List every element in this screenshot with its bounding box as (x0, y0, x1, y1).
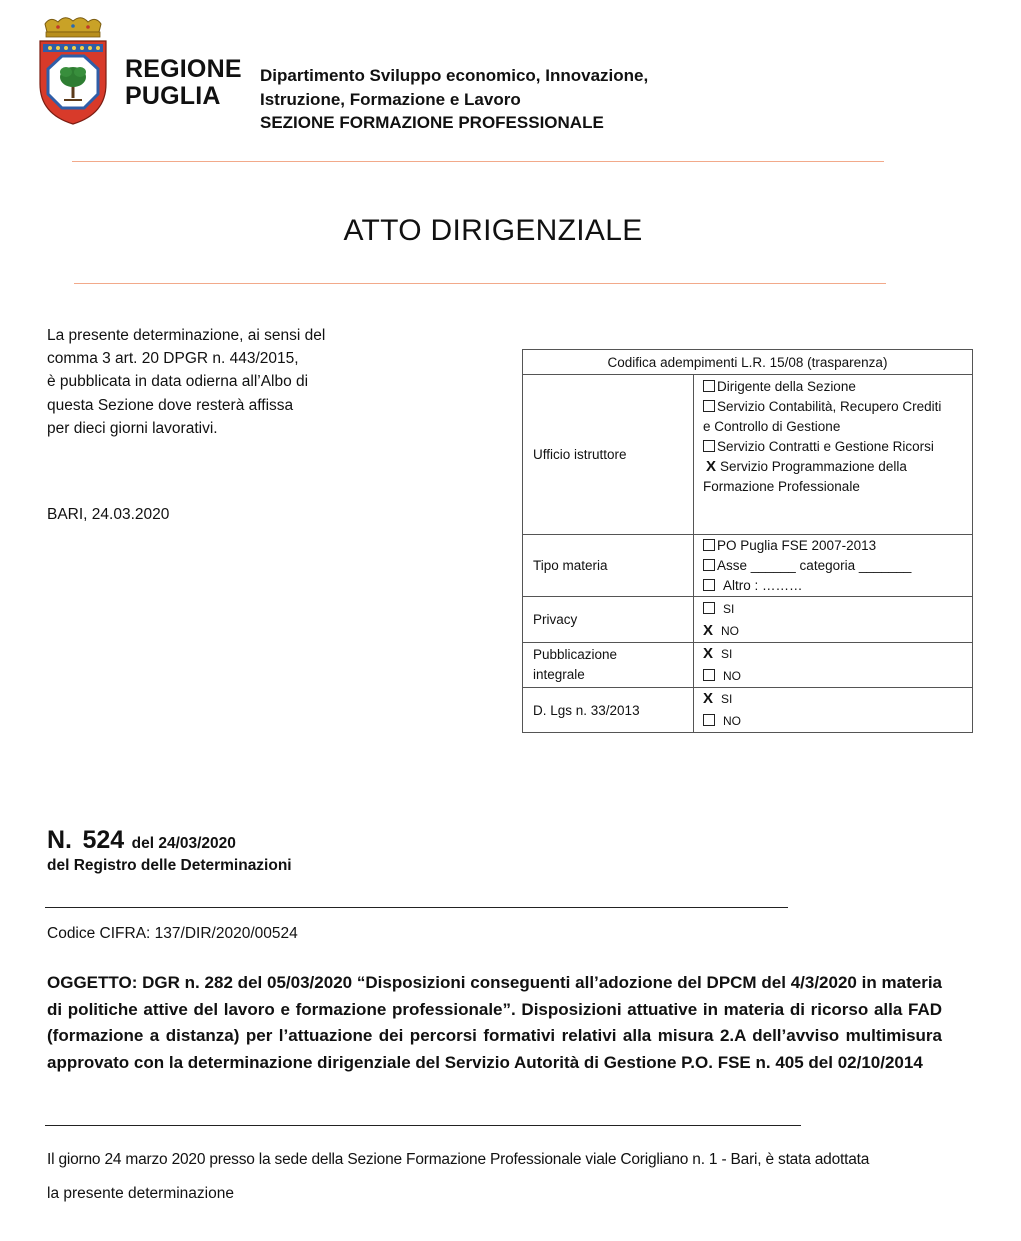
register-divider (45, 907, 788, 908)
option-row-cont: e Controllo di Gestione (703, 419, 841, 434)
title-divider (74, 283, 886, 284)
option-row: X SI (703, 645, 733, 662)
dlgs-options (694, 688, 973, 733)
checkbox-empty-icon (703, 400, 715, 412)
ufficio-label: Ufficio istruttore (523, 375, 694, 535)
notice-line: questa Sezione dove resterà affissa (47, 396, 294, 414)
option-row: NO (703, 665, 972, 687)
dept-line-2: Istruzione, Formazione e Lavoro (260, 89, 521, 109)
notice-line: La presente determinazione, ai sensi del (47, 327, 326, 344)
checkbox-empty-icon (703, 539, 715, 551)
publication-notice (47, 324, 325, 440)
notice-line: comma 3 art. 20 DPGR n. 443/2015, (47, 350, 299, 368)
brand-line-1: REGIONE (125, 55, 242, 83)
option-row: Altro : ……… (703, 576, 972, 596)
checkbox-empty-icon (703, 579, 715, 591)
checkbox-empty-icon (703, 714, 715, 726)
register-label: del Registro delle Determinazioni (47, 857, 292, 874)
check-mark-x: X (703, 645, 714, 662)
dlgs-label: D. Lgs n. 33/2013 (523, 688, 694, 733)
brand-line-2: PUGLIA (125, 82, 221, 110)
notice-line: è pubblicata in data odierna all’Albo di (47, 373, 309, 391)
notice-line: per dieci giorni lavorativi. (47, 419, 218, 437)
document-title: ATTO DIRIGENZIALE (343, 214, 643, 247)
cifra-code: Codice CIFRA: 137/DIR/2020/00524 (47, 925, 298, 942)
subject-divider (45, 1125, 801, 1126)
option-row: SI (703, 598, 972, 620)
option-row: Servizio Contabilità, Recupero Crediti (703, 397, 972, 417)
privacy-options (694, 597, 973, 643)
check-mark-x: X (706, 458, 717, 475)
option-row: NO (703, 710, 972, 732)
checkbox-empty-icon (703, 602, 715, 614)
privacy-label: Privacy (523, 597, 694, 643)
ufficio-options (694, 375, 973, 535)
regione-puglia-logo (38, 14, 108, 126)
adoption-statement-line-1: Il giorno 24 marzo 2020 presso la sede della Sezione Formazione Professionale viale Corigliano n. 1 - Bari, è stata adottata (47, 1151, 870, 1168)
dept-line-3: SEZIONE FORMAZIONE PROFESSIONALE (260, 113, 604, 132)
checkbox-empty-icon (703, 380, 715, 392)
crown-icon (45, 18, 101, 37)
adoption-statement-line-2: la presente determinazione (47, 1185, 234, 1202)
dept-line-1: Dipartimento Sviluppo economico, Innovazione, (260, 66, 649, 85)
header-divider (72, 161, 884, 162)
brand-name (125, 56, 242, 110)
option-row: X SI (703, 690, 733, 707)
option-row: X Servizio Programmazione della (703, 457, 972, 477)
tipo-materia-options (694, 535, 973, 597)
department-block (260, 64, 648, 135)
checkbox-empty-icon (703, 440, 715, 452)
number-value: 524 (82, 826, 125, 854)
checkbox-empty-icon (703, 559, 715, 571)
option-row-cont: Formazione Professionale (703, 479, 860, 494)
option-row: PO Puglia FSE 2007-2013 (703, 536, 972, 556)
subject-paragraph: OGGETTO: DGR n. 282 del 05/03/2020 “Disposizioni conseguenti all’adozione del DPCM del 4/3/2020 in materia di politiche attive del lavoro e formazione professionale”. Disposizioni attuative in materia di ricorso alla FAD (formazione a distanza) per l’attuazione dei percorsi formativi relativi alla misura 2.A dell’avviso multimisura approvato con la determinazione dirigenziale del Servizio Autorità di Gestione P.O. FSE n. 405 del 02/10/2014 (47, 973, 942, 1072)
number-label: N. (47, 826, 72, 854)
determination-number (47, 826, 236, 855)
pubblicazione-label: Pubblicazione integrale (523, 643, 694, 688)
place-date: BARI, 24.03.2020 (47, 506, 170, 523)
number-date: del 24/03/2020 (131, 835, 236, 852)
option-row: X NO (703, 620, 972, 642)
option-row: Asse ______ categoria _______ (703, 556, 972, 576)
table-header: Codifica adempimenti L.R. 15/08 (trasparenza) (523, 350, 973, 375)
tipo-materia-label: Tipo materia (523, 535, 694, 597)
pubblicazione-options (694, 643, 973, 688)
transparency-table (522, 349, 973, 733)
check-mark-x: X (703, 621, 714, 639)
checkbox-empty-icon (703, 669, 715, 681)
check-mark-x: X (703, 690, 714, 707)
option-row: Servizio Contratti e Gestione Ricorsi (703, 437, 972, 457)
option-row: Dirigente della Sezione (703, 377, 972, 397)
